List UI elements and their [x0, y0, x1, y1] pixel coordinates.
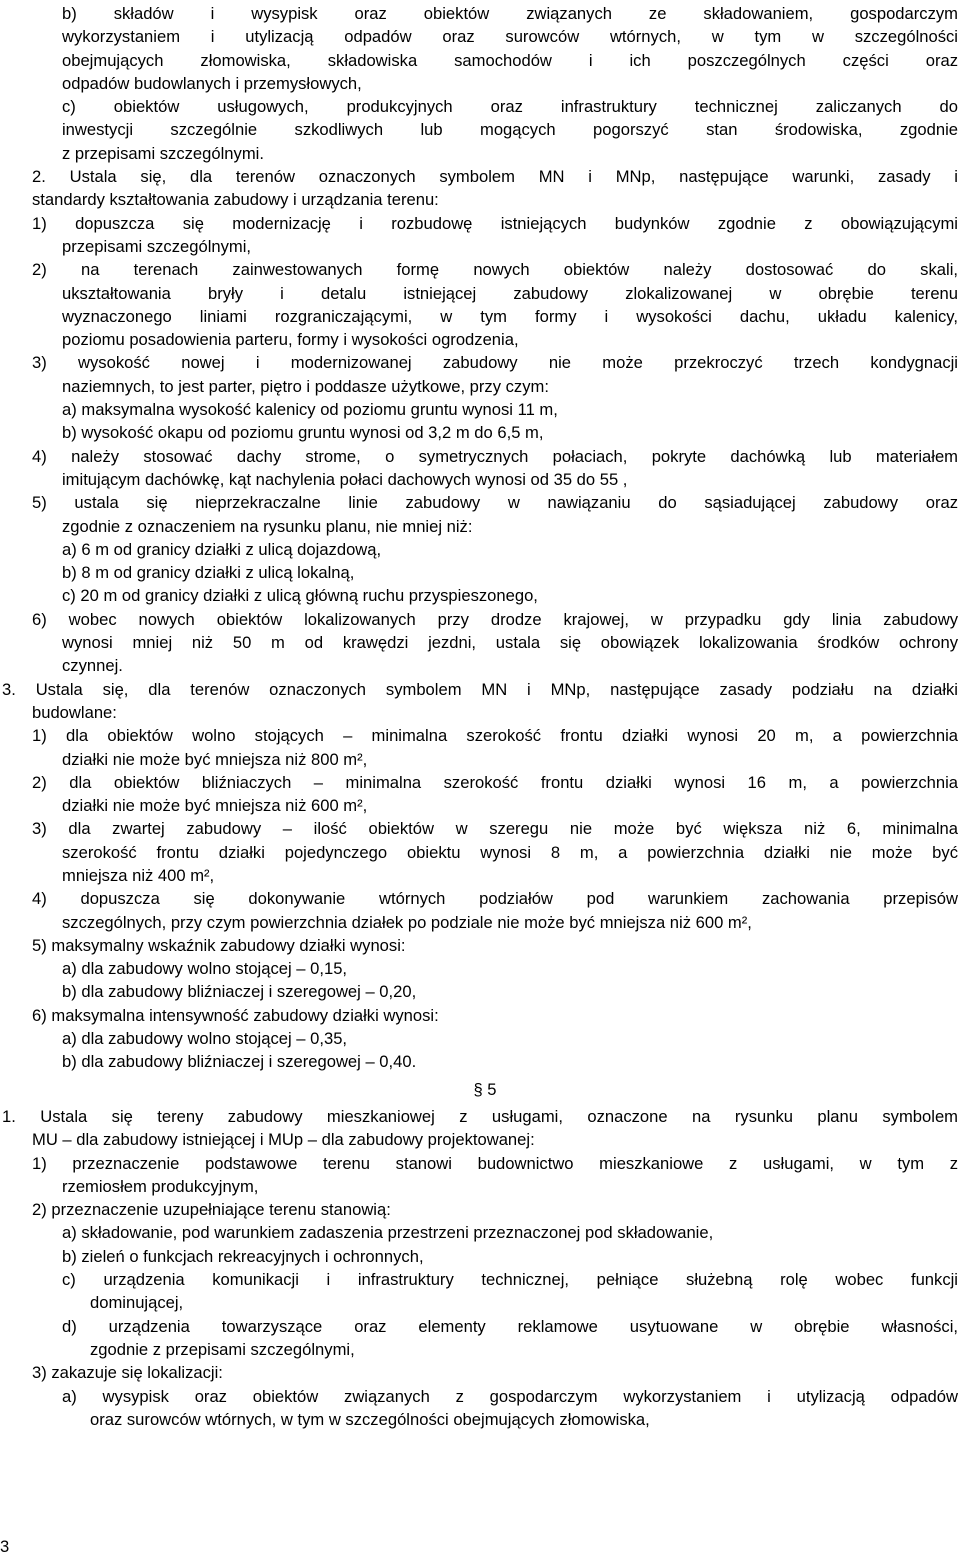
text-line: b) dla zabudowy bliźniaczej i szeregowej – 0,40. [62, 1052, 417, 1072]
text-line: wykorzystaniem i utylizacją odpadów oraz surowców wtórnych, w tym w szczególności [62, 27, 958, 47]
text-line: poziomu posadowienia parteru, formy i wysokości ogrodzenia, [62, 330, 519, 350]
text-line: mniejsza niż 400 m², [62, 865, 215, 885]
text-line: 1. Ustala się tereny zabudowy mieszkaniowej z usługami, oznaczone na rysunku planu symbolem [2, 1106, 958, 1126]
text-line: budowlane: [32, 702, 117, 722]
text-line: a) maksymalna wysokość kalenicy od poziomu gruntu wynosi 11 m, [62, 400, 558, 420]
text-line: MU – dla zabudowy istniejącej i MUp – dla zabudowy projektowanej: [32, 1130, 535, 1150]
text-line: 6) wobec nowych obiektów lokalizowanych przy drodze krajowej, w przypadku gdy linia zabudowy [32, 609, 958, 629]
text-line: 3) wysokość nowej i modernizowanej zabudowy nie może przekroczyć trzech kondygnacji [32, 353, 958, 373]
text-line: 2) dla obiektów bliźniaczych – minimalna szerokość frontu działki wynosi 16 m, a powierzchnia [32, 772, 958, 792]
text-line: 1) dla obiektów wolno stojących – minimalna szerokość frontu działki wynosi 20 m, a powierzchnia [32, 726, 958, 746]
text-line: zgodnie z przepisami szczególnymi, [90, 1339, 355, 1359]
text-line: d) urządzenia towarzyszące oraz elementy reklamowe usytuowane w obrębie własności, [62, 1316, 958, 1336]
text-line: a) dla zabudowy wolno stojącej – 0,35, [62, 1029, 348, 1049]
text-line: 3. Ustala się, dla terenów oznaczonych symbolem MN i MNp, następujące zasady podziału na działki [2, 679, 958, 699]
text-line: naziemnych, to jest parter, piętro i poddasze użytkowe, przy czym: [62, 376, 549, 396]
text-line: przepisami szczególnymi, [62, 236, 252, 256]
text-line: c) obiektów usługowych, produkcyjnych oraz infrastruktury technicznej zaliczanych do [62, 97, 958, 117]
text-line: odpadów budowlanych i przemysłowych, [62, 73, 362, 93]
text-line: ukształtowania bryły i detalu istniejącej zabudowy zlokalizowanej w obrębie terenu [62, 283, 958, 303]
text-line: 4) należy stosować dachy strome, o symetrycznych połaciach, pokryte dachówką lub materiałem [32, 446, 958, 466]
text-line: a) dla zabudowy wolno stojącej – 0,15, [62, 959, 348, 979]
text-line: b) wysokość okapu od poziomu gruntu wynosi od 3,2 m do 6,5 m, [62, 423, 544, 443]
text-line: 3) zakazuje się lokalizacji: [32, 1363, 223, 1383]
text-line: a) wysypisk oraz obiektów związanych z gospodarczym wykorzystaniem i utylizacją odpadów [62, 1386, 958, 1406]
text-line: b) dla zabudowy bliźniaczej i szeregowej – 0,20, [62, 982, 417, 1002]
text-line: 2) na terenach zainwestowanych formę nowych obiektów należy dostosować do skali, [32, 260, 958, 280]
page-number: 3 [0, 1537, 10, 1556]
text-line: obejmujących złomowiska, składowiska samochodów i ich poszczególnych części oraz [62, 50, 958, 70]
text-line: 6) maksymalna intensywność zabudowy działki wynosi: [32, 1005, 439, 1025]
text-line: inwestycji szczególnie szkodliwych lub mogących pogorszyć stan środowiska, zgodnie [62, 120, 958, 140]
text-line: 5) ustala się nieprzekraczalne linie zabudowy w nawiązaniu do sąsiadującej zabudowy oraz [32, 493, 958, 513]
text-line: 5) maksymalny wskaźnik zabudowy działki wynosi: [32, 935, 406, 955]
text-line: działki nie może być mniejsza niż 600 m², [62, 796, 368, 816]
text-line: b) składów i wysypisk oraz obiektów związanych ze składowaniem, gospodarczym [62, 4, 958, 23]
text-line: rzemiosłem produkcyjnym, [62, 1176, 259, 1196]
text-line: 3) dla zwartej zabudowy – ilość obiektów w szeregu nie może być większa niż 6, minimalna [32, 819, 958, 839]
text-line: a) składowanie, pod warunkiem zadaszenia przestrzeni przeznaczonej pod składowanie, [62, 1223, 714, 1243]
text-line: standardy kształtowania zabudowy i urządzania terenu: [32, 190, 439, 210]
text-line: wynosi mniej niż 50 m od krawędzi jezdni, ustala się obowiązek lokalizowania środków ochrony [62, 633, 958, 653]
text-line: szczególnych, przy czym powierzchnia działek po podziale nie może być mniejsza niż 600 m², [62, 912, 752, 932]
text-line: § 5 [473, 1079, 497, 1099]
text-line: czynnej. [62, 656, 123, 676]
document-page [2, 2, 958, 1431]
text-line: 2) przeznaczenie uzupełniające terenu stanowią: [32, 1200, 391, 1220]
text-line: 1) przeznaczenie podstawowe terenu stanowi budownictwo mieszkaniowe z usługami, w tym z [32, 1153, 958, 1173]
text-line: b) 8 m od granicy działki z ulicą lokalną, [62, 563, 355, 583]
text-line: 1) dopuszcza się modernizację i rozbudowę istniejących budynków zgodnie z obowiązującymi [32, 213, 958, 233]
text-line: działki nie może być mniejsza niż 800 m², [62, 749, 368, 769]
text-line: a) 6 m od granicy działki z ulicą dojazdową, [62, 539, 382, 559]
text-line: zgodnie z oznaczeniem na rysunku planu, nie mniej niż: [62, 516, 473, 536]
text-line: szerokość frontu działki pojedynczego obiektu wynosi 8 m, a powierzchnia działki nie może być [62, 842, 958, 862]
text-line: c) 20 m od granicy działki z ulicą główną ruchu przyspieszonego, [62, 586, 538, 606]
text-line: dominującej, [90, 1293, 184, 1313]
text-line: b) zieleń o funkcjach rekreacyjnych i ochronnych, [62, 1246, 424, 1266]
text-line: 4) dopuszcza się dokonywanie wtórnych podziałów pod warunkiem zachowania przepisów [32, 889, 958, 909]
text-line: imitującym dachówkę, kąt nachylenia połaci dachowych wynosi od 35 do 55 , [62, 469, 628, 489]
text-line: z przepisami szczególnymi. [62, 143, 264, 163]
text-line: 2. Ustala się, dla terenów oznaczonych symbolem MN i MNp, następujące warunki, zasady i [32, 167, 958, 187]
text-line: oraz surowców wtórnych, w tym w szczególności obejmujących złomowiska, [90, 1409, 650, 1429]
text-line: wyznaczonego liniami rozgraniczającymi, w tym formy i wysokości dachu, układu kalenicy, [62, 306, 958, 326]
text-line: c) urządzenia komunikacji i infrastruktury technicznej, pełniące służebną rolę wobec funkcji [62, 1270, 958, 1290]
